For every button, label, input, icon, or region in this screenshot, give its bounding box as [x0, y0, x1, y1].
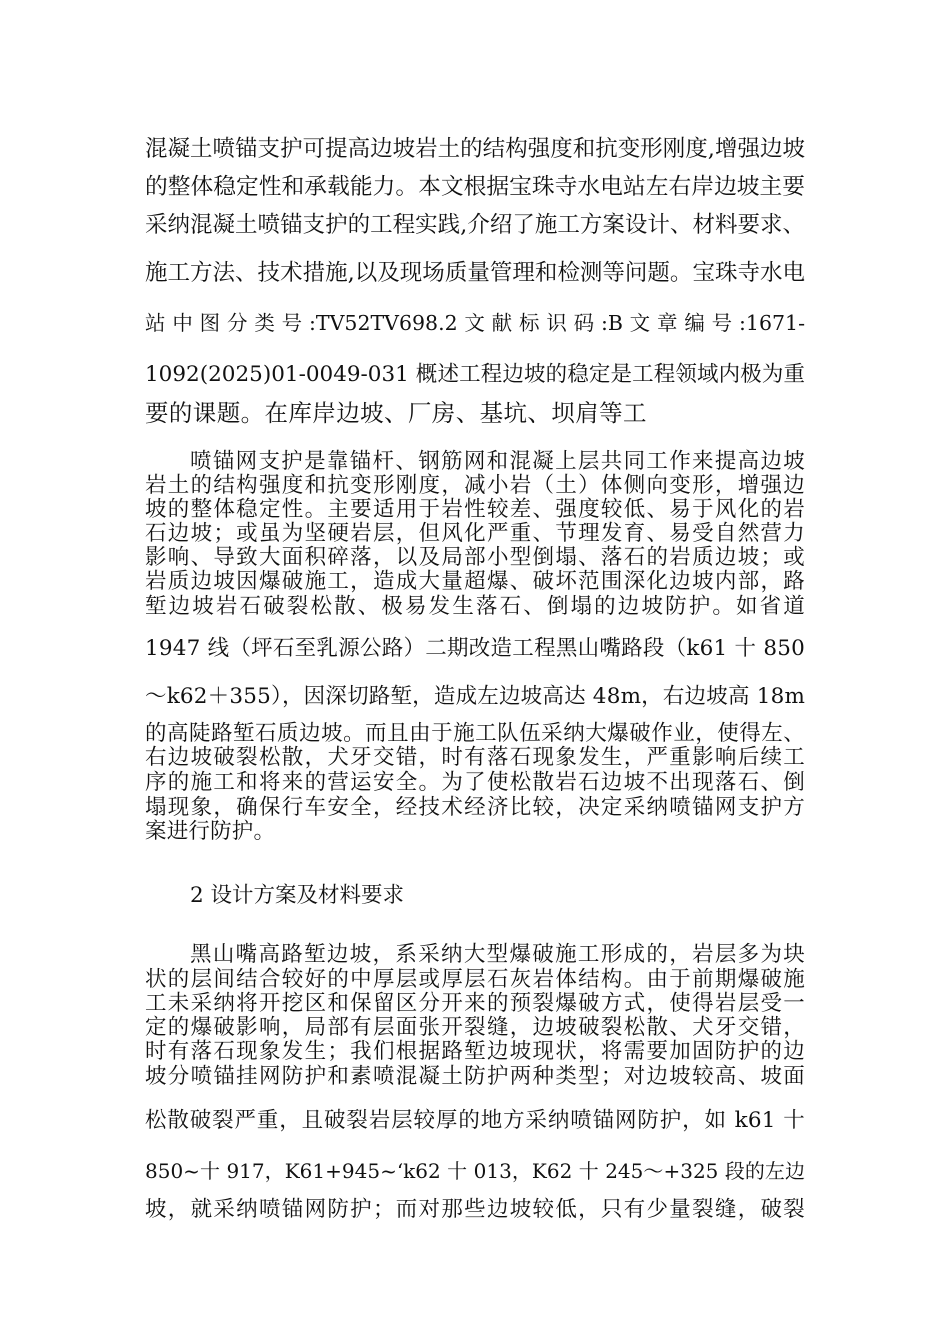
paragraph-line: 松散破裂严重，且破裂岩层较厚的地方采纳喷锚网防护，如 k61 十 — [145, 1108, 805, 1133]
paragraph-line: 序的施工和将来的营运安全。为了使松散岩石边坡不出现落石、倒 — [145, 770, 805, 795]
paragraph-line: 坡分喷锚挂网防护和素喷混凝土防护两种类型；对边坡较高、坡面 — [145, 1064, 805, 1089]
paragraph-line: 岩质边坡因爆破施工，造成大量超爆、破坏范围深化边坡内部，路 — [145, 569, 805, 594]
paragraph-line: 850~十 917，K61+945~‘k62 十 013，K62 十 245～+325 段的左边 — [145, 1159, 805, 1183]
paragraph-line: 状的层间结合较好的中厚层或厚层石灰岩体结构。由于前期爆破施 — [145, 967, 805, 992]
paragraph-line: 右边坡破裂松散，犬牙交错，时有落石现象发生，严重影响后续工 — [145, 745, 805, 770]
paragraph-line: 时有落石现象发生；我们根据路堑边坡现状，将需要加固防护的边 — [145, 1039, 805, 1064]
paragraph-line: 喷锚网支护是靠锚杆、钢筋网和混凝上层共同工作来提高边坡 — [190, 449, 805, 474]
paragraph-line: ～k62＋355），因深切路堑，造成左边坡高达 48m，右边坡高 18m — [145, 684, 806, 709]
abstract-line: 的整体稳定性和承载能力。本文根据宝珠寺水电站左右岸边坡主要 — [145, 174, 805, 200]
abstract-line: 站 中 图 分 类 号 :TV52TV698.2 文 献 标 识 码 :B 文 章 编 号 :1671- — [145, 311, 805, 335]
paragraph-line: 坡，就采纳喷锚网防护；而对那些边坡较低，只有少量裂缝，破裂 — [145, 1197, 805, 1222]
section-heading: 2 设计方案及材料要求 — [190, 883, 405, 908]
paragraph-line: 石边坡；或虽为坚硬岩层，但风化严重、节理发育、易受自然营力 — [145, 521, 805, 546]
paragraph-line: 堑边坡岩石破裂松散、极易发生落石、倒塌的边坡防护。如省道 — [145, 594, 805, 619]
abstract-line: 施工方法、技术措施,以及现场质量管理和检测等问题。宝珠寺水电 — [145, 260, 805, 286]
paragraph-line: 定的爆破影响，局部有层面张开裂缝，边坡破裂松散、犬牙交错， — [145, 1015, 805, 1040]
paragraph-line: 塌现象，确保行车安全，经技术经济比较，决定采纳喷锚网支护方 — [145, 795, 805, 820]
paragraph-line: 1947 线（坪石至乳源公路）二期改造工程黑山嘴路段（k61 十 850 — [145, 636, 805, 661]
paragraph-line: 案进行防护。 — [145, 819, 276, 844]
paragraph-line: 岩土的结构强度和抗变形刚度，减小岩（土）体侧向变形，增强边 — [145, 473, 805, 498]
abstract-line: 要的课题。在库岸边坡、厂房、基坑、坝肩等工 — [145, 399, 647, 427]
paragraph-line: 影响、导致大面积碎落，以及局部小型倒塌、落石的岩质边坡；或 — [145, 545, 805, 570]
abstract-line: 混凝土喷锚支护可提高边坡岩土的结构强度和抗变形刚度,增强边坡 — [145, 136, 805, 162]
paragraph-line: 黑山嘴高路堑边坡，系采纳大型爆破施工形成的，岩层多为块 — [190, 942, 805, 967]
paragraph-line: 的高陡路堑石质边坡。而且由于施工队伍采纳大爆破作业，使得左、 — [145, 721, 805, 746]
abstract-line: 采纳混凝土喷锚支护的工程实践,介绍了施工方案设计、材料要求、 — [145, 212, 805, 238]
paragraph-line: 工未采纳将开挖区和保留区分开来的预裂爆破方式，使得岩层受一 — [145, 991, 805, 1016]
abstract-line: 1092(2025)01-0049-031 概述工程边坡的稳定是工程领域内极为重 — [145, 362, 805, 387]
paragraph-line: 坡的整体稳定性。主要适用于岩性较差、强度较低、易于风化的岩 — [145, 497, 805, 522]
